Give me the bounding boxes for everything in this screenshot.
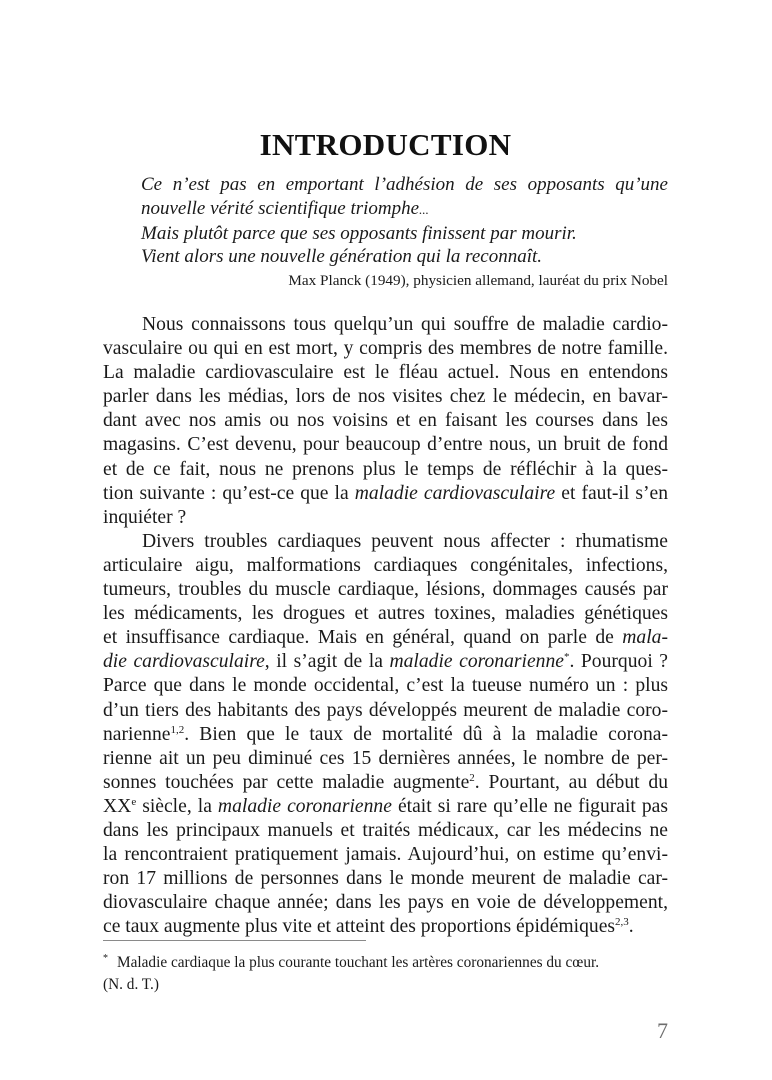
epigraph-line: Ce n’est pas en emportant l’adhésion de ses opposants qu’une xyxy=(141,174,668,195)
chapter-heading: INTRODUCTION xyxy=(259,127,512,162)
citation-reference[interactable]: 2 xyxy=(469,771,475,784)
text-line: die cardiovasculaire, il s’agit de la maladie coronarienne*. Pourquoi ? xyxy=(103,651,668,673)
emphasis: maladie coronarienne xyxy=(217,795,392,817)
footnote-line: * Maladie cardiaque la plus courante touchant les artères coronariennes du cœur. xyxy=(103,953,600,971)
ellipsis: ... xyxy=(419,201,429,217)
citation-reference[interactable]: 2,3 xyxy=(615,916,629,929)
text-line: La maladie cardiovasculaire est le fléau actuel. Nous en entendons xyxy=(103,362,668,384)
text-line: d’un tiers des habitants des pays développés meurent de maladie coro- xyxy=(103,699,668,721)
text-line: parler dans les médias, lors de nos visites chez le médecin, en bavar- xyxy=(103,386,668,408)
text-line: et de ce fait, nous ne prenons plus le temps de réfléchir à la ques- xyxy=(103,458,668,480)
epigraph-line: Vient alors une nouvelle génération qui la reconnaît. xyxy=(141,246,543,268)
text-line: vasculaire ou qui en est mort, y compris des membres de notre famille. xyxy=(103,338,668,360)
emphasis: die cardiovasculaire xyxy=(103,651,265,673)
footnote-reference[interactable]: * xyxy=(563,651,570,664)
text-line: et insuffisance cardiaque. Mais en général, quand on parle de mala- xyxy=(103,627,668,649)
emphasis: maladie coronarienne xyxy=(389,651,564,673)
text-line: tion suivante : qu’est-ce que la maladie cardiovasculaire et faut-il s’en xyxy=(103,482,668,504)
text-line: Nous connaissons tous quelqu’un qui souffre de maladie cardio- xyxy=(142,314,668,335)
ordinal-superscript: e xyxy=(131,795,137,808)
text-line: la rencontraient pratiquement jamais. Aujourd’hui, on estime qu’envi- xyxy=(103,844,668,866)
emphasis: maladie cardiovasculaire xyxy=(354,482,556,504)
page-number: 7 xyxy=(657,1018,668,1043)
text-line: dans les principaux manuels et traités médicaux, car les médecins ne xyxy=(103,819,668,841)
footnote-separator xyxy=(103,940,366,941)
text-line: tumeurs, troubles du muscle cardiaque, lésions, dommages causés par xyxy=(103,579,668,601)
text-line: XXe siècle, la maladie coronarienne était si rare qu’elle ne figurait pas xyxy=(103,795,668,817)
epigraph-line: nouvelle vérité scientifique triomphe... xyxy=(141,197,429,219)
text-line: diovasculaire chaque année; dans les pays en voie de développement, xyxy=(103,892,668,914)
text-line: narienne$^{1,2}$. Bien que le taux de mortalité dû à la maladie corona- xyxy=(103,723,668,745)
epigraph-line: Mais plutôt parce que ses opposants finissent par mourir. xyxy=(141,222,577,244)
text-line: magasins. C’est devenu, pour beaucoup d’entre nous, un bruit de fond xyxy=(103,434,668,456)
text-line: ce taux augmente plus vite et atteint des proportions épidémiques$^{2,3}$. xyxy=(103,916,634,938)
epigraph-quote xyxy=(141,173,668,269)
text-line: Divers troubles cardiaques peuvent nous affecter : rhumatisme xyxy=(142,530,668,552)
text-line: Parce que dans le monde occidental, c’est la tueuse numéro un : plus xyxy=(103,675,668,697)
text-line: articulaire aigu, malformations cardiaques congénitales, infections, xyxy=(103,554,668,576)
emphasis: mala- xyxy=(622,627,668,649)
body-text xyxy=(103,313,668,939)
footnote-marker: * xyxy=(103,953,108,964)
text-line: rienne ait un peu diminué ces 15 dernières années, le nombre de per- xyxy=(103,747,668,769)
text-line: les médicaments, les drogues et autres toxines, maladies génétiques xyxy=(103,603,668,625)
book-page xyxy=(103,0,668,1080)
footnote-line: (N. d. T.) xyxy=(103,976,159,993)
text-line: sonnes touchées par cette maladie augmente$^2$. Pourtant, au début du xyxy=(103,771,668,793)
footnote xyxy=(103,952,668,996)
text-line: ron 17 millions de personnes dans le monde meurent de maladie car- xyxy=(103,868,668,890)
epigraph-attribution: Max Planck (1949), physicien allemand, lauréat du prix Nobel xyxy=(288,272,668,289)
text-line: inquiéter ? xyxy=(103,506,187,528)
text-line: dant avec nos amis ou nos voisins et en faisant les courses dans les xyxy=(103,410,668,432)
citation-reference[interactable]: 1,2 xyxy=(170,723,185,736)
